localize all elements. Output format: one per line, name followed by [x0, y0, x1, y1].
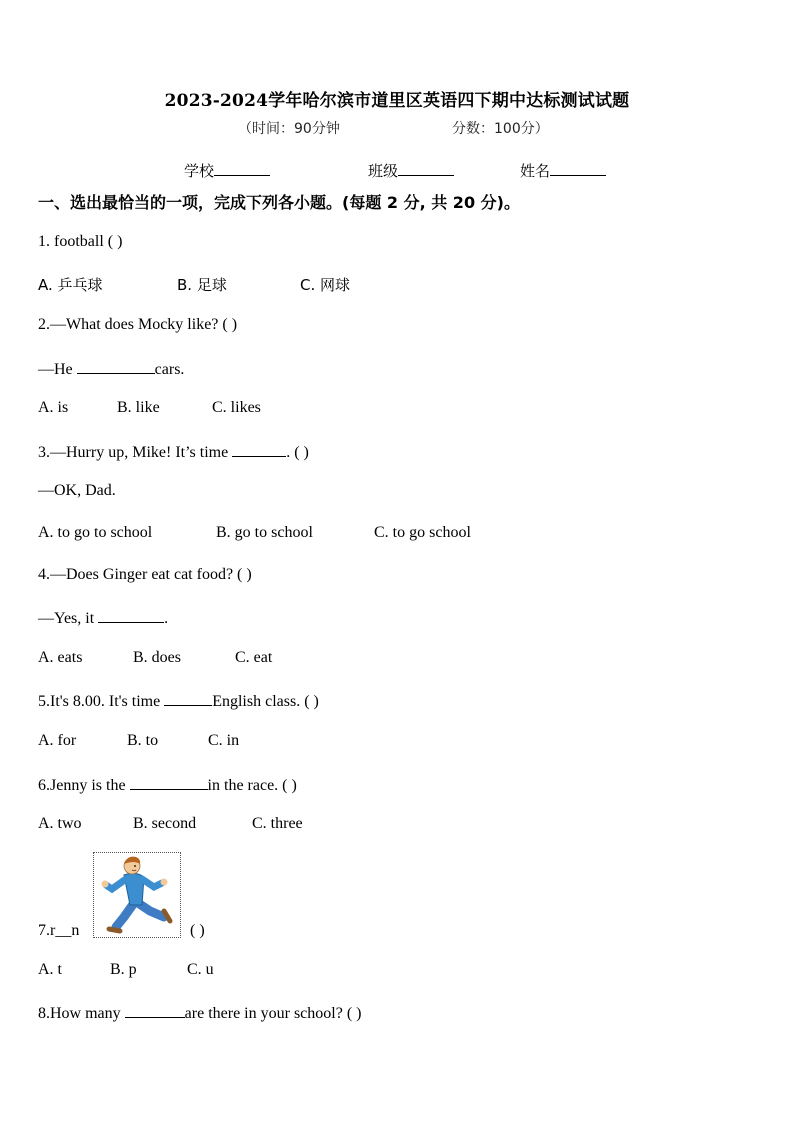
q4-line2-prefix: —Yes, it: [38, 610, 99, 627]
class-label: 班级: [368, 162, 399, 180]
q8-stem-prefix: 8.How many: [38, 1005, 125, 1022]
class-blank[interactable]: [398, 161, 454, 176]
running-boy-icon: [94, 853, 180, 937]
name-label: 姓名: [520, 162, 551, 180]
question-7-suffix: ( ): [190, 922, 205, 939]
q7-option-b[interactable]: B. p: [110, 961, 137, 978]
q2-option-b[interactable]: B. like: [117, 399, 160, 416]
question-4-stem: 4.—Does Ginger eat cat food? ( ): [38, 566, 252, 583]
exam-time: （时间：90分钟: [238, 121, 340, 137]
q3-option-c[interactable]: C. to go school: [374, 524, 471, 541]
question-8-stem: [38, 1002, 361, 1023]
school-label: 学校: [184, 162, 215, 180]
q4-option-a[interactable]: A. eats: [38, 649, 83, 666]
question-3-stem: [38, 441, 309, 462]
school-field: [184, 160, 270, 181]
q1-option-c[interactable]: C. 网球: [300, 276, 351, 294]
q1-option-b[interactable]: B. 足球: [177, 276, 227, 294]
q5-option-b[interactable]: B. to: [127, 732, 159, 749]
question-2-stem: 2.—What does Mocky like? ( ): [38, 316, 238, 333]
q8-answer-blank[interactable]: [125, 1002, 185, 1018]
q8-stem-suffix: are there in your school? ( ): [184, 1005, 362, 1022]
name-blank[interactable]: [550, 161, 606, 176]
page-title: 2023-2024学年哈尔滨市道里区英语四下期中达标测试试题: [164, 91, 630, 111]
name-field: [520, 160, 606, 181]
question-5-stem: [38, 690, 319, 711]
q3-option-a[interactable]: A. to go to school: [38, 524, 153, 541]
q2-line2-prefix: —He: [38, 361, 77, 378]
q3-stem-suffix: . ( ): [286, 444, 309, 461]
q6-answer-blank[interactable]: [130, 774, 208, 790]
question-1-stem: 1. football ( ): [38, 233, 123, 250]
q5-answer-blank[interactable]: [164, 690, 212, 706]
running-boy-picture: [93, 852, 181, 938]
q6-option-a[interactable]: A. two: [38, 815, 82, 832]
q5-stem-prefix: 5.It's 8.00. It's time: [38, 693, 165, 710]
q2-line2-suffix: cars.: [154, 361, 185, 378]
q5-stem-suffix: English class. ( ): [212, 693, 319, 710]
q6-option-c[interactable]: C. three: [252, 815, 303, 832]
class-field: [368, 160, 454, 181]
q6-option-b[interactable]: B. second: [133, 815, 197, 832]
q3-answer-blank[interactable]: [232, 441, 286, 457]
q5-option-c[interactable]: C. in: [208, 732, 240, 749]
q6-stem-prefix: 6.Jenny is the: [38, 777, 130, 794]
exam-score: 分数：100分）: [452, 121, 549, 137]
q5-option-a[interactable]: A. for: [38, 732, 77, 749]
question-4-line2: [38, 607, 168, 628]
question-7-prefix: 7.r__n: [38, 922, 80, 939]
question-3-line2: —OK, Dad.: [38, 482, 116, 499]
q3-stem-prefix: 3.—Hurry up, Mike! It’s time: [38, 444, 233, 461]
q7-option-c[interactable]: C. u: [187, 961, 214, 978]
q6-stem-suffix: in the race. ( ): [207, 777, 297, 794]
q4-option-c[interactable]: C. eat: [235, 649, 273, 666]
q4-option-b[interactable]: B. does: [133, 649, 181, 666]
section-heading: 一、选出最恰当的一项，完成下列各小题。(每题 2 分, 共 20 分)。: [38, 193, 520, 212]
q2-option-a[interactable]: A. is: [38, 399, 69, 416]
q3-option-b[interactable]: B. go to school: [216, 524, 313, 541]
q1-option-a[interactable]: A. 乒乓球: [38, 276, 103, 294]
question-2-line2: [38, 358, 184, 379]
question-6-stem: [38, 774, 297, 795]
q2-answer-blank[interactable]: [77, 358, 155, 374]
q4-line2-suffix: .: [164, 610, 169, 627]
q4-answer-blank[interactable]: [98, 607, 164, 623]
school-blank[interactable]: [214, 161, 270, 176]
q2-option-c[interactable]: C. likes: [212, 399, 261, 416]
q7-option-a[interactable]: A. t: [38, 961, 62, 978]
